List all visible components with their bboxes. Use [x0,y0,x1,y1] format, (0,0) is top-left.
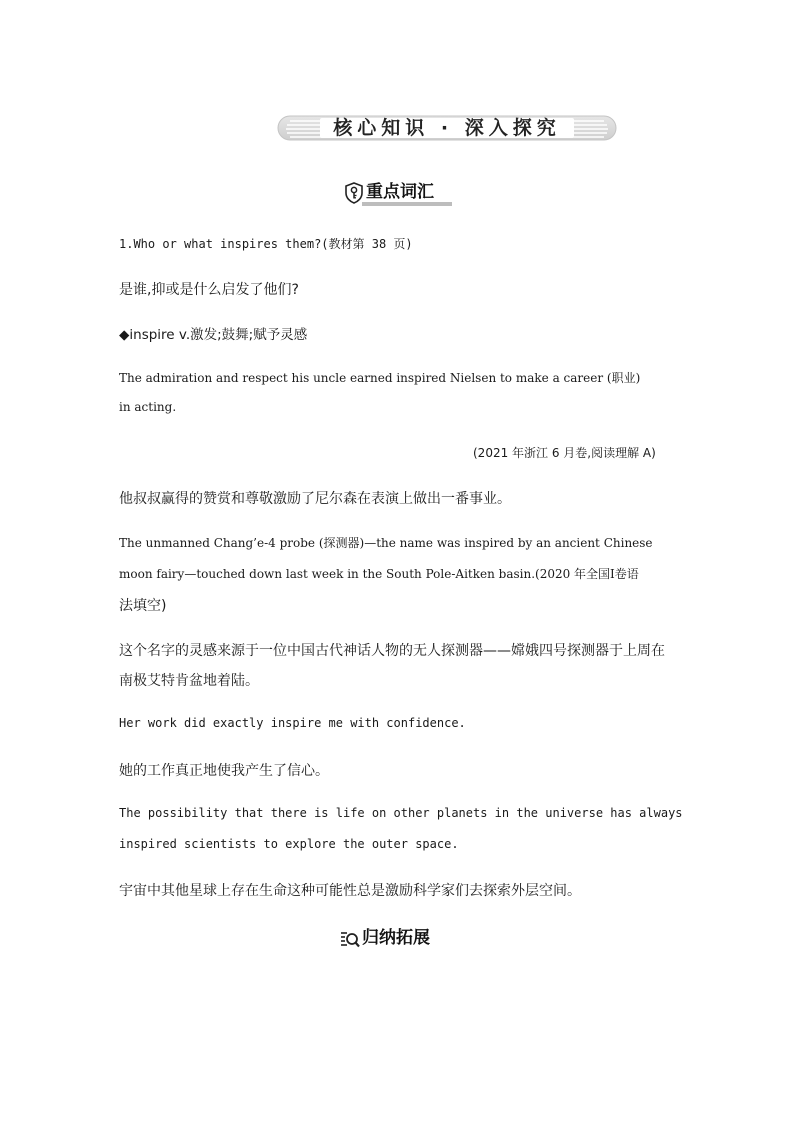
example-2-en-line-1: The unmanned Chang’e-4 probe (探测器)—the name was inspired by an ancient Chinese [119,536,653,550]
example-4-en-line-2: inspired scientists to explore the outer space. [119,837,459,851]
section-banner [276,115,618,141]
example-2-cn-line-2: 南极艾特肯盆地着陆。 [119,673,259,689]
example-4-cn: 宇宙中其他星球上存在生命这种可能性总是激励科学家们去探索外层空间。 [119,883,581,899]
section-title: 重点词汇 [366,182,434,202]
example-2-en-line-3: 法填空) [119,598,167,614]
item-prompt: 1.Who or what inspires them?(教材第 38 页) [119,237,413,251]
example-3-en: Her work did exactly inspire me with confidence. [119,716,466,730]
section-heading-summary [338,926,448,952]
example-1-cn: 他叔叔赢得的赞赏和尊敬激励了尼尔森在表演上做出一番事业。 [119,491,511,507]
example-3-cn: 她的工作真正地使我产生了信心。 [119,763,329,779]
item-translation: 是谁,抑或是什么启发了他们? [119,282,299,298]
example-1-en-line-2: in acting. [119,400,177,414]
section-heading-vocab [340,180,452,206]
key-badge-icon [344,182,364,204]
magnifier-list-icon [340,929,360,949]
headword: ◆inspire v.激发;鼓舞;赋予灵感 [119,327,308,343]
banner-title: 核心知识 · 深入探究 [333,117,561,139]
section-title: 归纳拓展 [362,928,430,948]
example-4-en-line-1: The possibility that there is life on other planets in the universe has always [119,806,683,820]
example-2-cn-line-1: 这个名字的灵感来源于一位中国古代神话人物的无人探测器——嫦娥四号探测器于上周在 [119,643,665,659]
example-1-en-line-1: The admiration and respect his uncle earned inspired Nielsen to make a career (职业) [119,371,641,385]
example-1-source: (2021 年浙江 6 月卷,阅读理解 A) [473,446,656,460]
example-2-en-line-2: moon fairy—touched down last week in the South Pole-Aitken basin.(2020 年全国Ⅰ卷语 [119,567,639,581]
